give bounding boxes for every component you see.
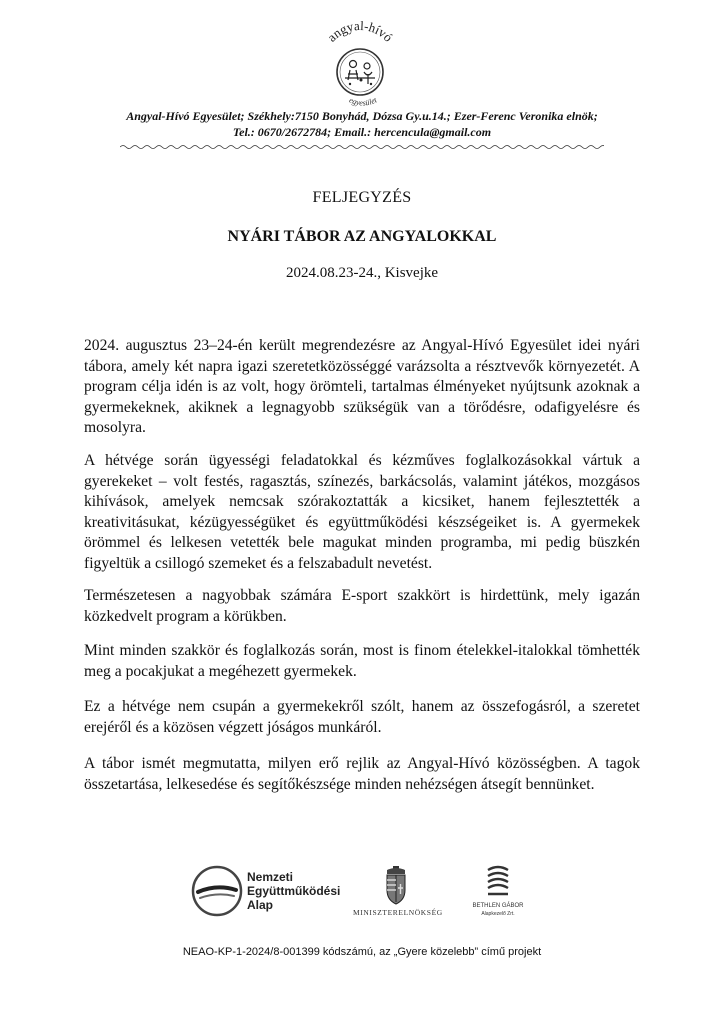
paragraph-4: Mint minden szakkör és foglalkozás során, most is finom ételekkel-italokkal tömhették meg a pocakjukat a megéhezett gyermekek. (84, 642, 640, 680)
ministry-label: MINISZTERELNÖKSÉG (353, 908, 443, 917)
project-code: NEAO-KP-1-2024/8-001399 kódszámú, az „Gyere közelebb” című projekt (182, 946, 542, 958)
sponsor-logos (0, 862, 724, 932)
header-address-line: Angyal-Hívó Egyesület; Székhely:7150 Bonyhád, Dózsa Gy.u.14.; Ezer-Ferenc Veronika elnök; (126, 109, 598, 123)
paragraph-6: A tábor ismét megmutatta, milyen erő rejlik az Angyal-Hívó közösségben. A tagok összetartása, lelkesedése és segítőkészsége minden nehézségen átsegít bennünket. (84, 755, 640, 793)
logo-subtitle-text: egyesület (347, 95, 379, 108)
paragraph-2: A hétvége során ügyességi feladatokkal és kézműves foglalkozásokkal vártuk a gyerekeket – volt festés, ragasztás, színezés, barkácsolás, valamint játékos, mozgásos kihívások, amelyek nemcsak szórakoztatták a kicsiket, hanem fejlesztették a kreativitásukat, kézügyességüket és együttműködési készségeiket is. A gyermekek örömmel és lelkesen vetették bele magukat minden programba, mi pedig büszkén figyeltük a csillogó szemeket és a felszabadult nevetést. (84, 452, 640, 572)
paragraph-5: Ez a hétvége nem csupán a gyermekekről szólt, hanem az összefogásról, a szeretet erejéről és a közösen végzett jóságos munkáról. (84, 698, 640, 736)
nea-logo-text: Nemzeti Együttműködési Alap (247, 870, 341, 912)
svg-text:egyesület (348, 95, 379, 107)
hungarian-coat-of-arms-icon (384, 866, 408, 906)
svg-text:angyal-hívó (324, 18, 396, 45)
header-wavy-divider (120, 143, 604, 151)
paragraph-3: Természetesen a nagyobbak számára E-sport szakkört is hirdettünk, mely igazán közkedvelt program a körükben. (84, 587, 640, 625)
document-date-place: 2024.08.23-24., Kisvejke (285, 265, 439, 281)
bethlen-gabor-label: BETHLEN GÁBOR Alapkezelő Zrt. (472, 903, 524, 917)
logo-title-text: angyal-hívó (324, 17, 396, 45)
document-type: FELJEGYZÉS (312, 189, 412, 206)
paragraph-1: 2024. augusztus 23–24-én került megrendezésre az Angyal-Hívó Egyesület idei nyári tábora, amely két napra igazi szeretetközösséggé varázsolta a résztvevők környezetét. A program célja idén is az volt, hogy örömteli, tartalmas élményeket nyújtsunk azoknak a gyermekeknek, akiknek a legnagyobb szükségük van a törődésre, odafigyelésre és mosolyra. (84, 337, 640, 437)
association-logo (310, 14, 410, 108)
bethlen-gabor-logo-icon (484, 864, 512, 898)
document-title: NYÁRI TÁBOR AZ ANGYALOKKAL (227, 228, 497, 245)
nea-logo-icon (190, 864, 244, 918)
header-contact-line: Tel.: 0670/2672784; Email.: hercencula@gmail.com (232, 125, 492, 139)
